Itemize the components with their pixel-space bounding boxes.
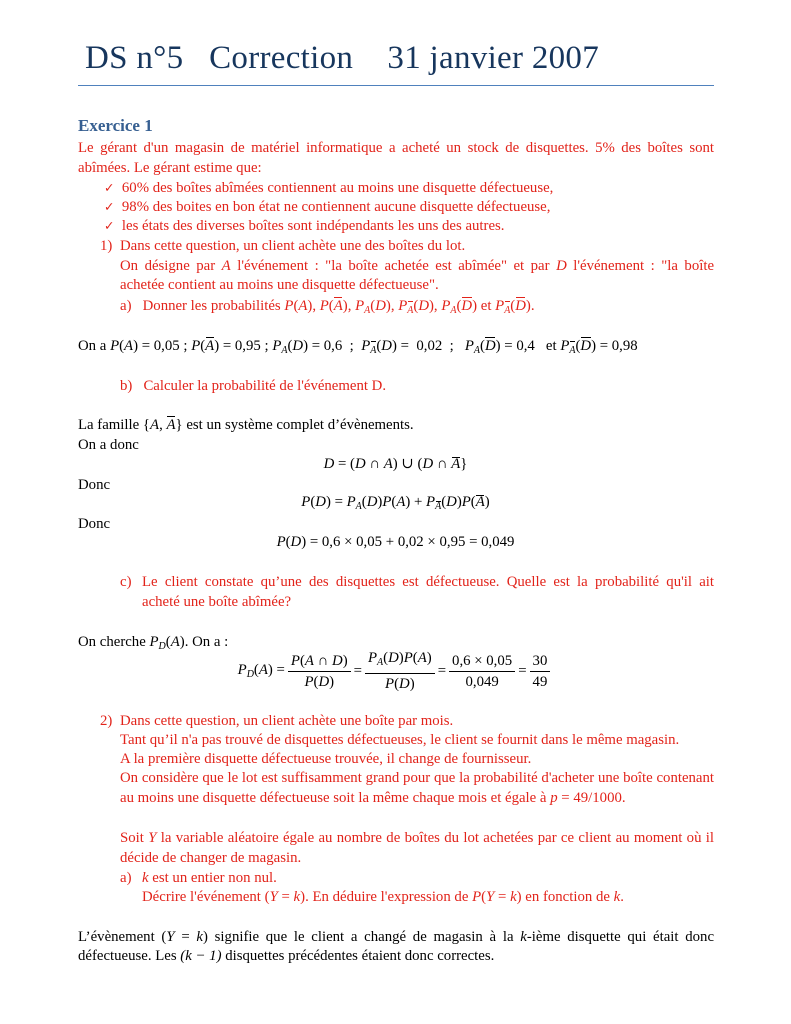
equation-total-probability: $P(D) = P_A(D)P(A) + P_A(D)P(A)$ bbox=[301, 494, 490, 512]
question-1c-text-line2: acheté une boîte abîmée? bbox=[142, 594, 292, 610]
exercise-heading: Exercice 1 bbox=[78, 116, 153, 135]
title-underline bbox=[78, 85, 714, 86]
equation-result-d: P(D) = 0,6 × 0,05 + 0,02 × 0,95 = 0,049 bbox=[276, 534, 515, 550]
question-2-number: 2) bbox=[100, 713, 113, 729]
checkmark-icon: ✓ bbox=[104, 199, 115, 214]
question-2-line: Dans cette question, un client achète une boîte par mois. bbox=[120, 713, 454, 729]
question-1c-text: Le client constate qu’une des disquettes est défectueuse. Quelle est la probabilité qu'il ait bbox=[142, 574, 714, 590]
bullet-item bbox=[104, 178, 553, 198]
question-1-text: Dans cette question, un client achète une des boîtes du lot. bbox=[120, 238, 466, 254]
question-2-line: On considère que le lot est suffisamment grand pour que la probabilité d'acheter une boîte contenant au moins une disquette défectueuse soit la même chaque mois et égale à p = 49/1000. bbox=[120, 770, 714, 806]
bullet-item bbox=[104, 216, 504, 236]
equation-partition: D = (D ∩ A) ∪ (D ∩ A} bbox=[323, 456, 468, 472]
checkmark-icon: ✓ bbox=[104, 218, 115, 233]
question-1c-label: c) bbox=[120, 574, 132, 590]
answer-2a-line1: L’évènement (Y = k) signifie que le client a changé de magasin à la k-ième disquette qui était donc bbox=[78, 929, 715, 945]
checkmark-icon: ✓ bbox=[104, 180, 115, 195]
answer-2a-line2: défectueuse. Les (k − 1) disquettes précédentes étaient donc correctes. bbox=[78, 948, 495, 964]
page-title: DS n°5 Correction 31 janvier 2007 bbox=[85, 40, 600, 76]
question-1-number: 1) bbox=[100, 238, 113, 254]
question-2a-line1: k est un entier non nul. bbox=[142, 870, 277, 886]
bullet-text: 98% des boites en bon état ne contiennent aucune disquette défectueuse, bbox=[121, 199, 551, 215]
answer-1b-family: La famille {A, A} est un système complet d’évènements. bbox=[78, 417, 414, 433]
bullet-text: 60% des boîtes abîmées contiennent au moins une disquette défectueuse, bbox=[121, 180, 554, 196]
question-1b: b) Calculer la probabilité de l'événement D. bbox=[120, 378, 387, 394]
answer-1c-intro: On cherche $P_D(A)$. On a : bbox=[78, 634, 229, 652]
bullet-text: les états des diverses boîtes sont indépendants les uns des autres. bbox=[121, 218, 505, 234]
exercise-intro: Le gérant d'un magasin de matériel informatique a acheté un stock de disquettes. 5% des boîtes sont abîmées. Le gérant estime que: bbox=[78, 140, 714, 176]
equation-bayes: $P_D(A)$ = $\frac{P(A \cap D)}{P(D)}$ = $\frac{P_A(D)P(A)}{P(D)}$ = $\frac{0,6 \times 0,05}{0,049}$ = $\frac{30}{49}$ bbox=[0, 651, 791, 691]
answer-1a: On a P(A) = 0,05 ; P(A) = 0,95 ; $P_A(D) = 0,6$ ; $P_A(D) = 0,02$ ; $P_A(D) = 0,4$ et $P_A(D) = 0,98$ bbox=[78, 336, 638, 361]
question-2a-label: a) bbox=[120, 870, 132, 886]
bullet-item bbox=[104, 197, 550, 217]
question-2-line: Tant qu’il n'a pas trouvé de disquettes défectueuses, le client se fournit dans le même magasin. bbox=[120, 732, 680, 748]
question-2a-line2: Décrire l'événement (Y = k). En déduire l'expression de P(Y = k) en fonction de k. bbox=[142, 889, 624, 905]
question-1-definition: On désigne par A l'événement : "la boîte achetée est abîmée" et par D l'événement : "la boîte bbox=[120, 258, 715, 274]
question-2-line: A la première disquette défectueuse trouvée, il change de fournisseur. bbox=[120, 751, 532, 767]
question-1-definition-line2: achetée contient au moins une disquette défectueuse". bbox=[120, 277, 439, 293]
answer-1b-donc: Donc bbox=[78, 516, 111, 532]
answer-1b-on-a-donc: On a donc bbox=[78, 437, 139, 453]
answer-1b-donc: Donc bbox=[78, 477, 111, 493]
question-1a: a) Donner les probabilités P(A), P(A), $P_A(D)$, $P_A(D)$, $P_A(D)$ et $P_A(D)$. bbox=[120, 296, 535, 321]
question-2-line: Soit Y la variable aléatoire égale au nombre de boîtes du lot achetées par ce client au moment où il décide de changer de magasin. bbox=[120, 830, 715, 866]
